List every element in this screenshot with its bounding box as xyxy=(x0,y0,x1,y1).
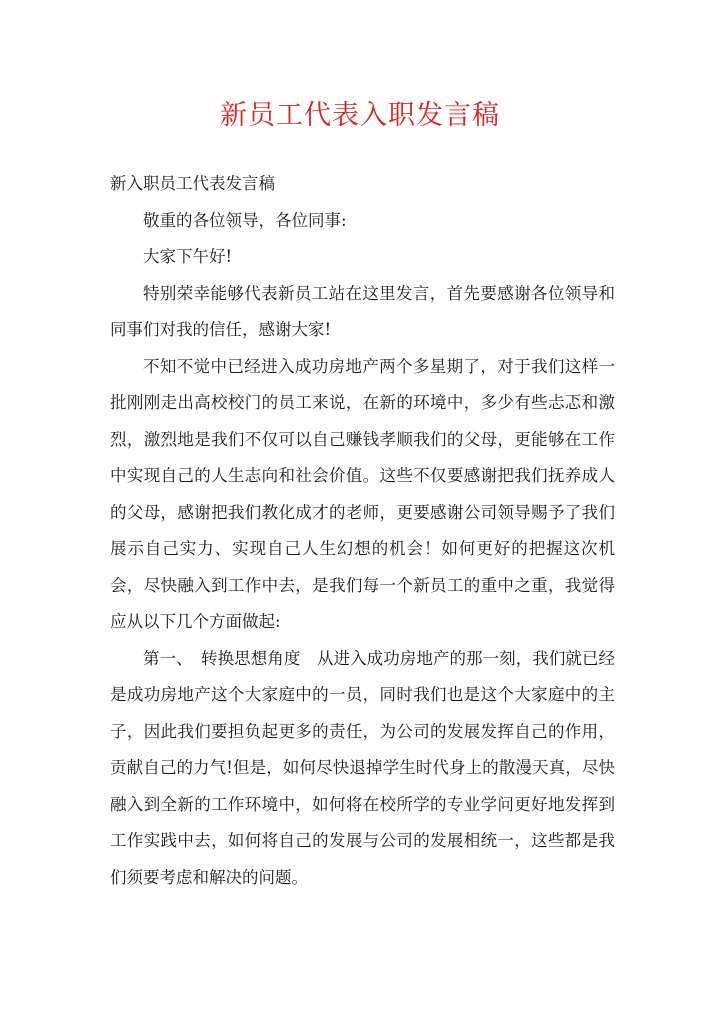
paragraph-intro: 不知不觉中已经进入成功房地产两个多星期了，对于我们这样一批刚刚走出高校校门的员工来说，在新的环境中，多少有些忐忑和激烈，激烈地是我们不仅可以自己赚钱孝顺我们的父母，更能够在工作中实现自己的人生志向和社会价值。这些不仅要感谢把我们抚养成人的父母，感谢把我们教化成才的老师，更要感谢公司领导赐予了我们展示自己实力、实现自己人生幻想的机会！如何更好的把握这次机会，尽快融入到工作中去，是我们每一个新员工的重中之重，我觉得应从以下几个方面做起: xyxy=(110,356,615,631)
paragraph-heading: 新入职员工代表发言稿 xyxy=(110,174,275,193)
paragraph-point-one: 第一、 转换思想角度 从进入成功房地产的那一刻，我们就已经是成功房地产这个大家庭中的一员，同时我们也是这个大家庭中的主子，因此我们要担负起更多的责任，为公司的发展发挥自己的作用，贡献自己的力气!但是，如何尽快退掉学生时代身上的散漫天真，尽快融入到全新的工作环境中，如何将在校所学的专业学问更好地发挥到工作实践中去，如何将自己的发展与公司的发展相统一，这些都是我们须要考虑和解决的问题。 xyxy=(110,648,615,887)
document-body xyxy=(110,166,615,896)
document-title: 新员工代表入职发言稿 xyxy=(220,100,500,131)
paragraph-greeting: 大家下午好! xyxy=(143,247,233,266)
paragraph-salutation: 敬重的各位领导，各位同事: xyxy=(143,210,347,230)
paragraph-thanks: 特别荣幸能够代表新员工站在这里发言，首先要感谢各位领导和同事们对我的信任，感谢大家! xyxy=(110,283,615,339)
